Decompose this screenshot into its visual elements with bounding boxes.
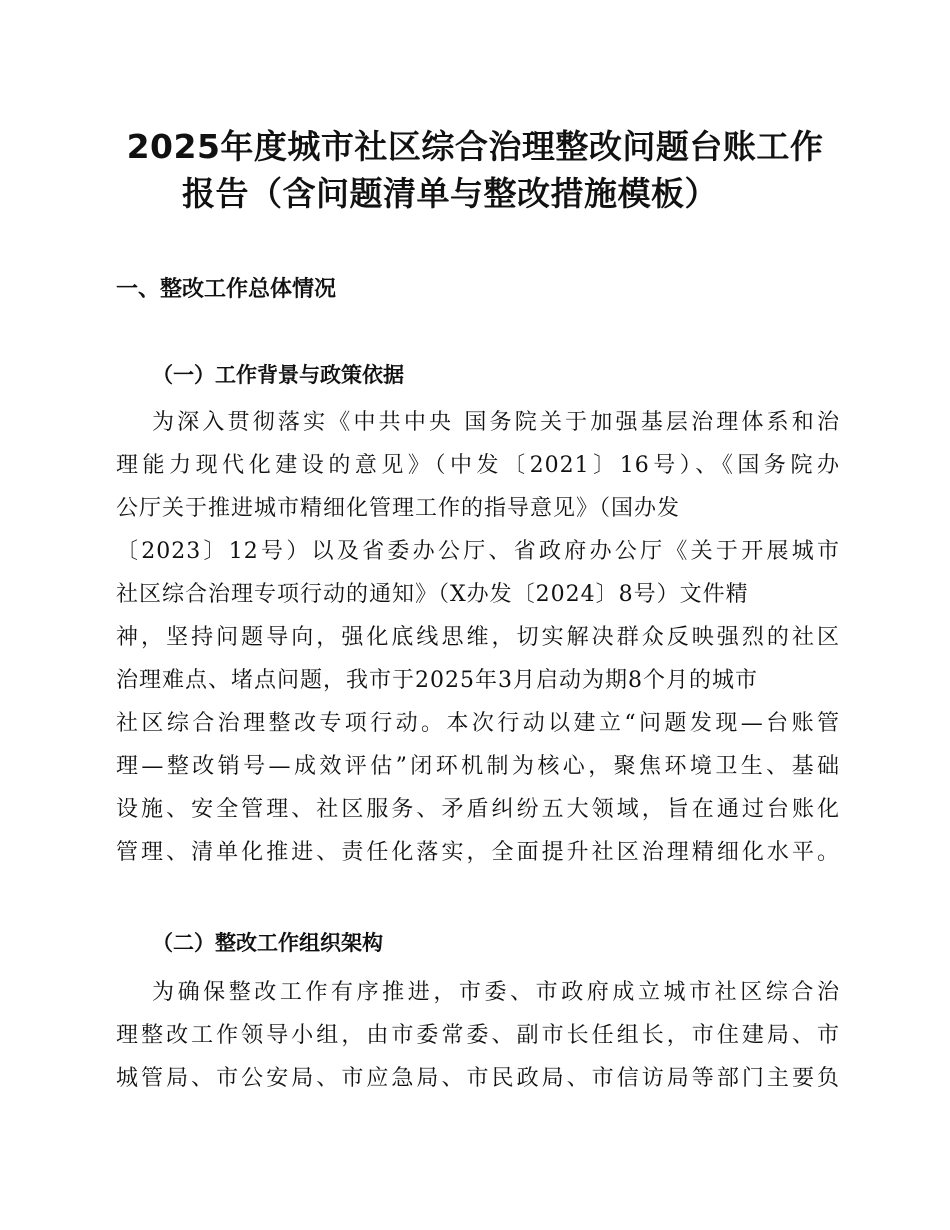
- paragraph-line: 社区综合治理整改专项行动。本次行动以建立“问题发现—台账管: [116, 711, 840, 736]
- paragraph-line: 理能力现代化建设的意见》（中发〔2021〕16号）、《国务院办: [116, 453, 840, 478]
- section-heading-1: 一、整改工作总体情况: [116, 277, 337, 302]
- subsection-heading-2: （二）整改工作组织架构: [152, 930, 383, 955]
- document-title-line-2: 报告（含问题清单与整改措施模板）: [182, 174, 718, 213]
- paragraph-line: 为确保整改工作有序推进，市委、市政府成立城市社区综合治: [152, 980, 840, 1005]
- paragraph-line: 公厅关于推进城市精细化管理工作的指导意见》（国办发: [116, 496, 681, 521]
- paragraph-line: 为深入贯彻落实《中共中央 国务院关于加强基层治理体系和治: [152, 410, 840, 435]
- paragraph-line: 治理难点、堵点问题，我市于2025年3月启动为期8个月的城市: [116, 668, 758, 693]
- paragraph-line: 理—整改销号—成效评估”闭环机制为核心，聚焦环境卫生、基础: [116, 754, 840, 779]
- document-title-line-1: 2025年度城市社区综合治理整改问题台账工作: [126, 127, 824, 166]
- paragraph-line: 理整改工作领导小组，由市委常委、副市长任组长，市住建局、市: [116, 1023, 840, 1048]
- paragraph-line: 社区综合治理专项行动的通知》（X办发〔2024〕8号）文件精: [116, 582, 749, 607]
- subsection-heading-1: （一）工作背景与政策依据: [152, 362, 404, 387]
- paragraph-line: 〔2023〕12号）以及省委办公厅、省政府办公厅《关于开展城市: [116, 539, 840, 564]
- paragraph-line: 管理、清单化推进、责任化落实，全面提升社区治理精细化水平。: [116, 840, 840, 865]
- paragraph-line: 神，坚持问题导向，强化底线思维，切实解决群众反映强烈的社区: [116, 625, 840, 650]
- paragraph-line: 城管局、市公安局、市应急局、市民政局、市信访局等部门主要负: [116, 1066, 840, 1091]
- paragraph-line: 设施、安全管理、社区服务、矛盾纠纷五大领域，旨在通过台账化: [116, 797, 840, 822]
